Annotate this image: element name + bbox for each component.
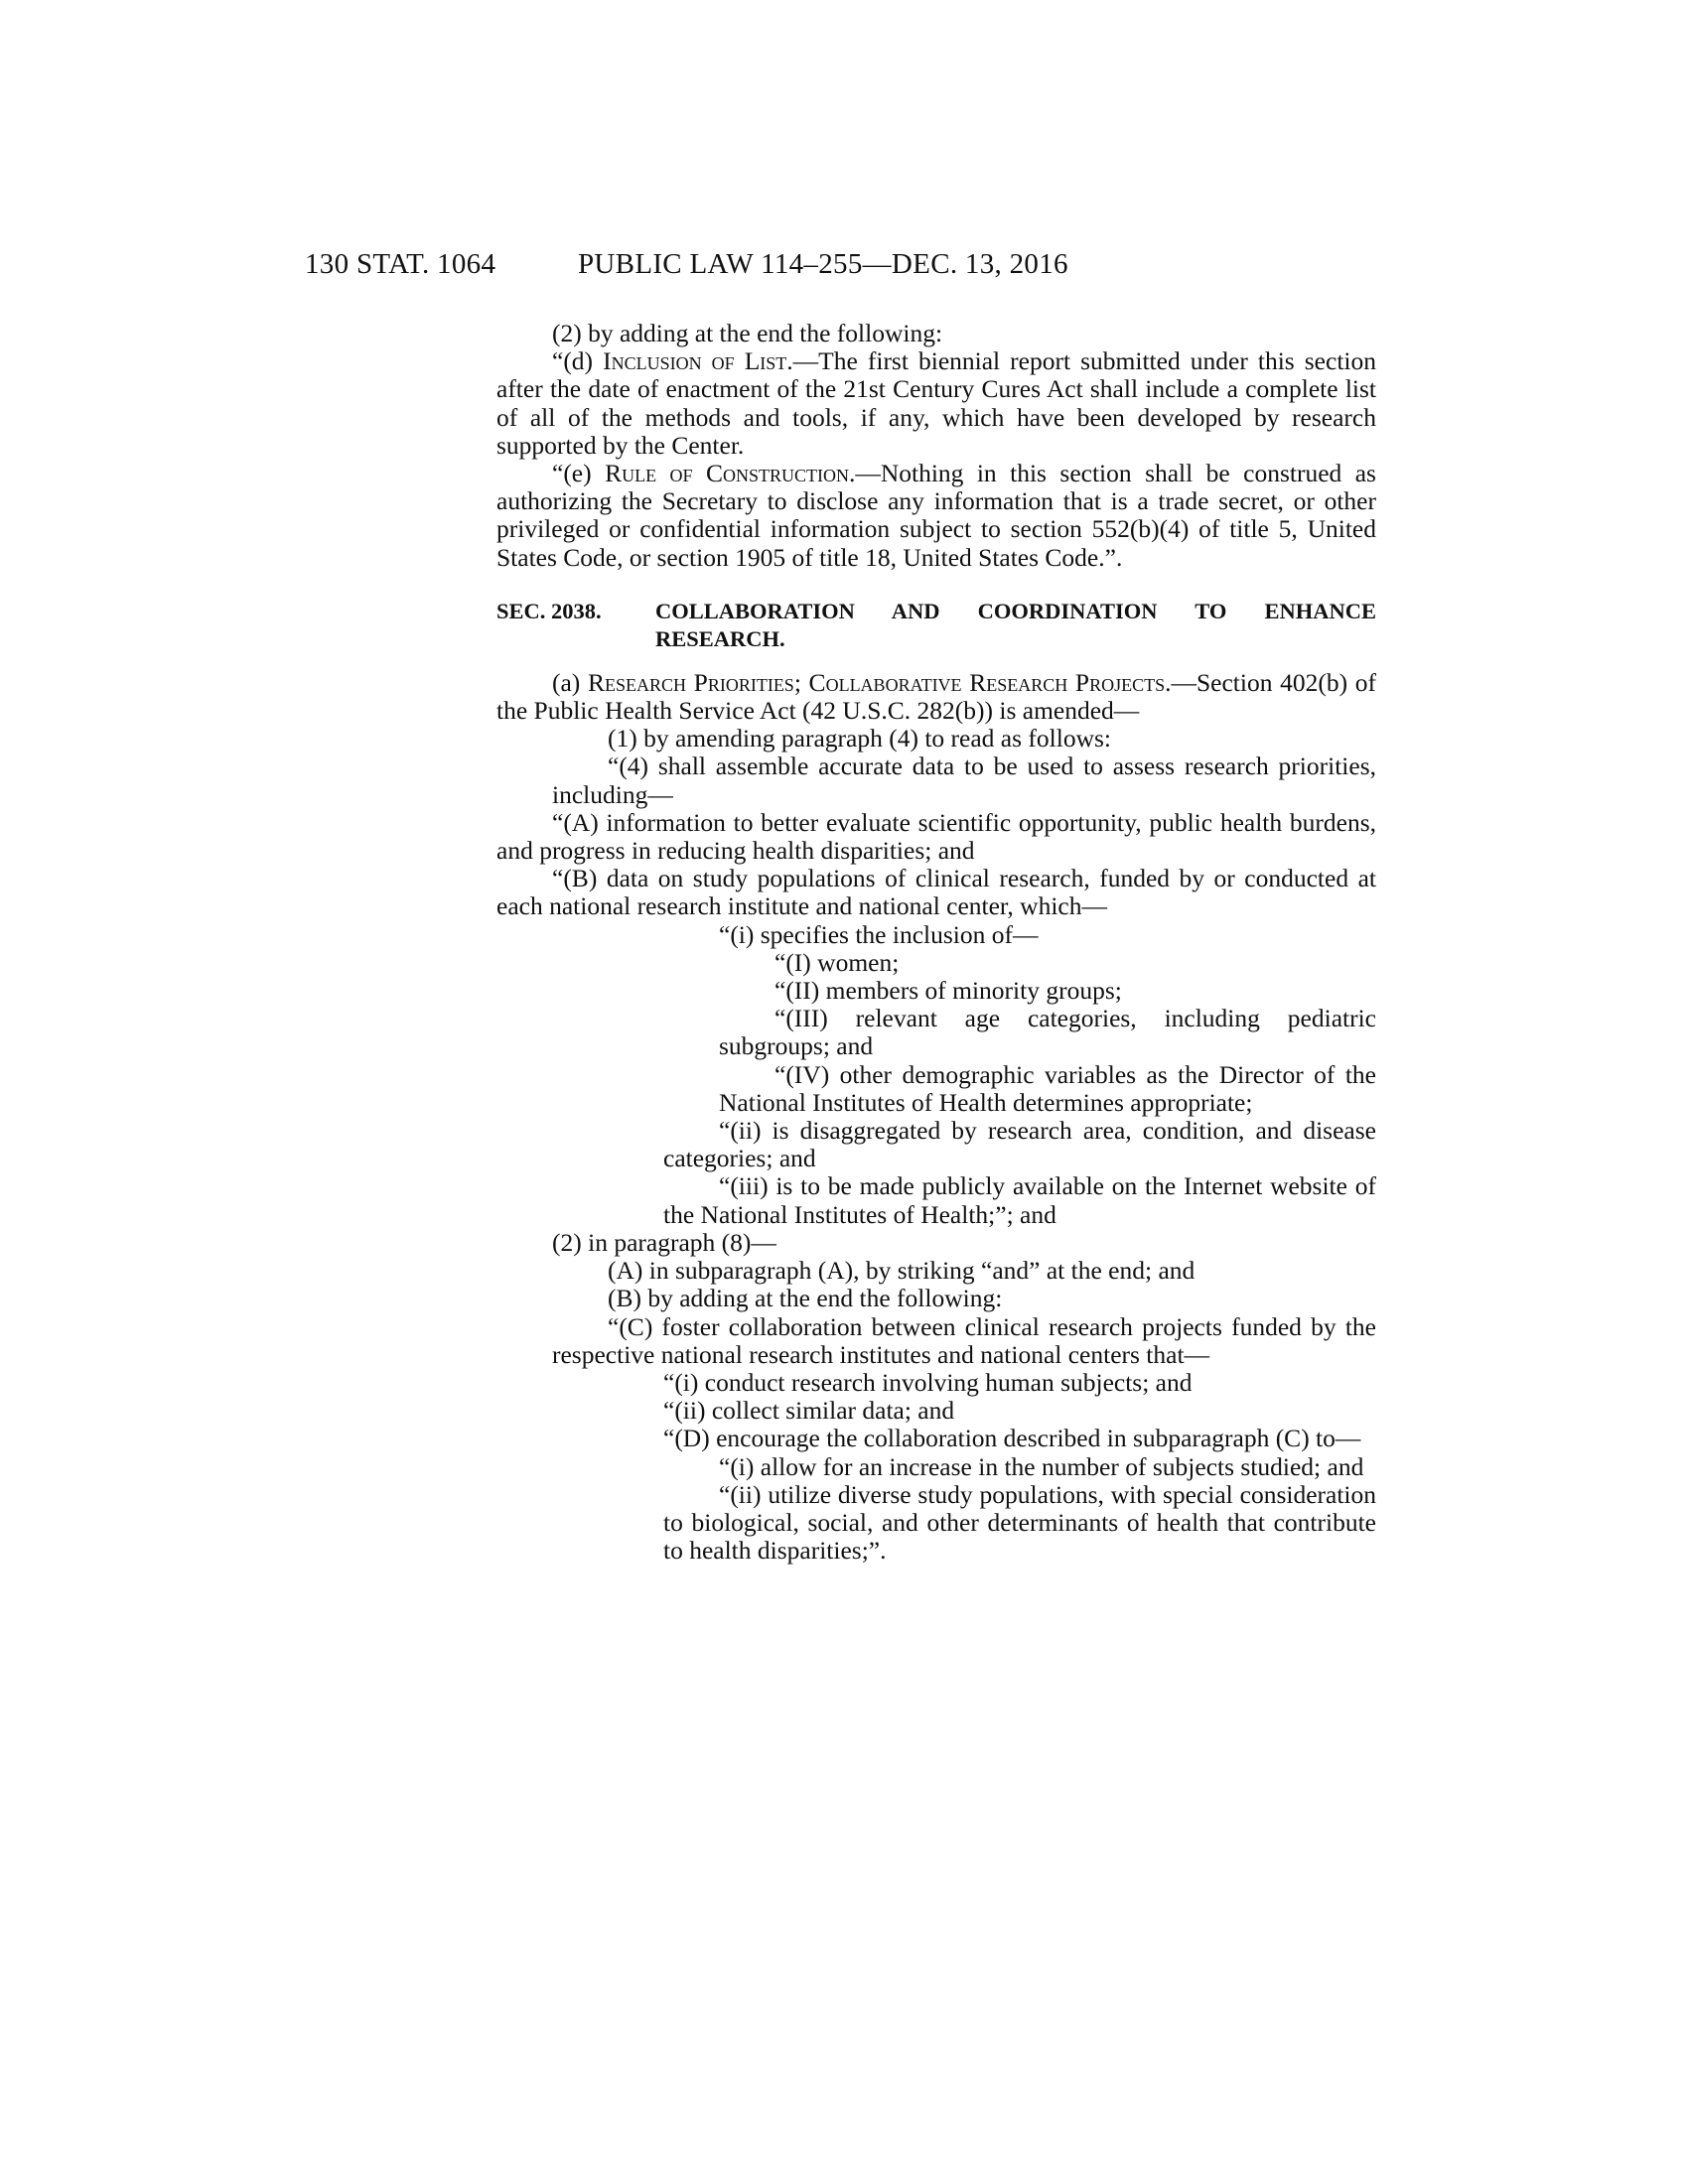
paragraph: “(i) conduct research involving human subjects; and bbox=[663, 1367, 1193, 1397]
running-head: PUBLIC LAW 114–255—DEC. 13, 2016 bbox=[578, 248, 1068, 280]
subsection-a-lead: (a) bbox=[552, 667, 588, 697]
document-body bbox=[496, 320, 1376, 1565]
page-header bbox=[305, 248, 1377, 288]
paragraph: “(C) foster collaboration between clinical research projects funded by the respective national research institutes and national centers that— bbox=[552, 1311, 1376, 1369]
subsection-d-heading: Inclusion of List bbox=[603, 346, 787, 376]
paragraph: (1) by amending paragraph (4) to read as follows: bbox=[608, 724, 1111, 753]
paragraph: “(4) shall assemble accurate data to be used to assess research priorities, including— bbox=[552, 751, 1376, 809]
paragraph: “(iii) is to be made publicly available on the Internet website of the National Institutes of Health;”; and bbox=[663, 1171, 1376, 1229]
section-number: SEC. 2038. bbox=[496, 598, 602, 623]
paragraph: “(i) specifies the inclusion of— bbox=[719, 919, 1039, 949]
statute-page-reference: 130 STAT. 1064 bbox=[305, 248, 496, 280]
paragraph: “(III) relevant age categories, including pediatric subgroups; and bbox=[719, 1004, 1376, 1061]
paragraph: “(I) women; bbox=[774, 947, 900, 977]
section-heading bbox=[496, 598, 1376, 653]
subsection-e-heading: Rule of Construction bbox=[605, 459, 849, 488]
paragraph: “(II) members of minority groups; bbox=[774, 976, 1122, 1006]
paragraph: “(B) data on study populations of clinical research, funded by or conducted at each national research institute and national center, which— bbox=[496, 864, 1376, 921]
paragraph: “(A) information to better evaluate scientific opportunity, public health burdens, and progress in reducing health disparities; and bbox=[496, 807, 1376, 866]
paragraph: “(D) encourage the collaboration described in subparagraph (C) to— bbox=[663, 1424, 1361, 1453]
subsection-a bbox=[496, 669, 1376, 725]
paragraph: (A) in subparagraph (A), by striking “and” at the end; and bbox=[608, 1256, 1196, 1286]
subsection-e-lead: “(e) bbox=[552, 459, 606, 488]
section-title: COLLABORATION AND COORDINATION TO ENHANCE RESEARCH. bbox=[655, 598, 1376, 651]
paragraph: (2) by adding at the end the following: bbox=[552, 319, 943, 347]
paragraph: (B) by adding at the end the following: bbox=[608, 1284, 1003, 1313]
paragraph: “(IV) other demographic variables as the Director of the National Institutes of Health determines appropriate; bbox=[719, 1059, 1376, 1117]
paragraph: “(i) allow for an increase in the number of subjects studied; and bbox=[719, 1451, 1364, 1481]
subsection-e-text: .—Nothing in this section shall be construed as authorizing the Secretary to disclose any information that is a trade secret, or other privileged or confidential information subject to section 552(b)(4) of title 5, United States Code, or section 1905 of title 18, United States Code.”. bbox=[496, 459, 1376, 572]
paragraph: “(ii) collect similar data; and bbox=[663, 1396, 955, 1426]
subsection-d-text: .—The first biennial report submitted under this section after the date of enactment of the 21st Century Cures Act shall include a complete list of all of the methods and tools, if any, which have been developed by research supported by the Center. bbox=[496, 346, 1376, 460]
subsection-d bbox=[496, 347, 1376, 460]
subsection-d-lead: “(d) bbox=[552, 346, 604, 376]
subsection-e bbox=[496, 460, 1376, 572]
paragraph: (2) in paragraph (8)— bbox=[552, 1227, 776, 1257]
subsection-a-text: .—Section 402(b) of the Public Health Service Act (42 U.S.C. 282(b)) is amended— bbox=[496, 667, 1376, 726]
paragraph: “(ii) utilize diverse study populations, with special consideration to biological, social, and other determinants of health that contribute to health disparities;”. bbox=[663, 1479, 1376, 1566]
subsection-a-heading: Research Priorities; Collaborative Research Projects bbox=[587, 667, 1166, 697]
paragraph: “(ii) is disaggregated by research area, condition, and disease categories; and bbox=[663, 1116, 1376, 1173]
